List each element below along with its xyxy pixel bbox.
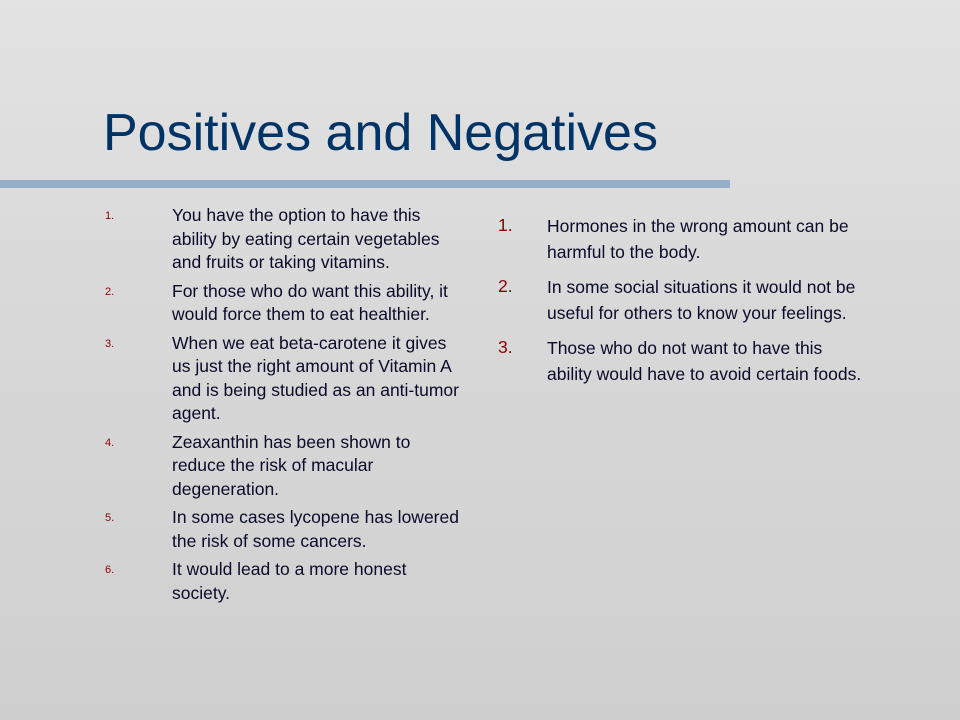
item-number: 1. bbox=[498, 215, 513, 235]
list-item bbox=[498, 214, 870, 265]
title-underline-rule bbox=[0, 180, 730, 188]
item-text: Hormones in the wrong amount can be harmful to the body. bbox=[547, 216, 849, 262]
slide-title: Positives and Negatives bbox=[103, 104, 658, 162]
positives-list bbox=[105, 204, 460, 610]
item-number: 4. bbox=[105, 436, 115, 449]
list-item bbox=[105, 332, 460, 426]
item-text: In some social situations it would not be useful for others to know your feelings. bbox=[547, 277, 856, 323]
list-item bbox=[105, 506, 460, 553]
list-item bbox=[498, 275, 870, 326]
item-text: For those who do want this ability, it would force them to eat healthier. bbox=[172, 280, 448, 324]
item-text: In some cases lycopene has lowered the risk of some cancers. bbox=[172, 507, 459, 551]
list-item bbox=[498, 336, 870, 387]
item-number: 3. bbox=[105, 337, 115, 350]
list-item bbox=[105, 280, 460, 327]
item-text: Those who do not want to have this ability would have to avoid certain foods. bbox=[547, 338, 862, 384]
item-number: 3. bbox=[498, 337, 513, 357]
item-text: It would lead to a more honest society. bbox=[172, 559, 407, 603]
item-number: 2. bbox=[498, 276, 513, 296]
item-text: When we eat beta-carotene it gives us just the right amount of Vitamin A and is being studied as an anti-tumor agent. bbox=[172, 332, 459, 423]
item-number: 6. bbox=[105, 564, 115, 576]
item-number: 1. bbox=[105, 210, 115, 222]
item-text: Zeaxanthin has been shown to reduce the risk of macular degeneration. bbox=[172, 431, 411, 499]
list-item bbox=[105, 204, 460, 275]
list-item bbox=[105, 431, 460, 502]
item-number: 5. bbox=[105, 512, 115, 524]
list-item bbox=[105, 558, 460, 605]
item-text: You have the option to have this ability by eating certain vegetables and fruits or taking vitamins. bbox=[172, 205, 440, 272]
negatives-list bbox=[498, 214, 870, 397]
item-number: 2. bbox=[105, 285, 115, 298]
